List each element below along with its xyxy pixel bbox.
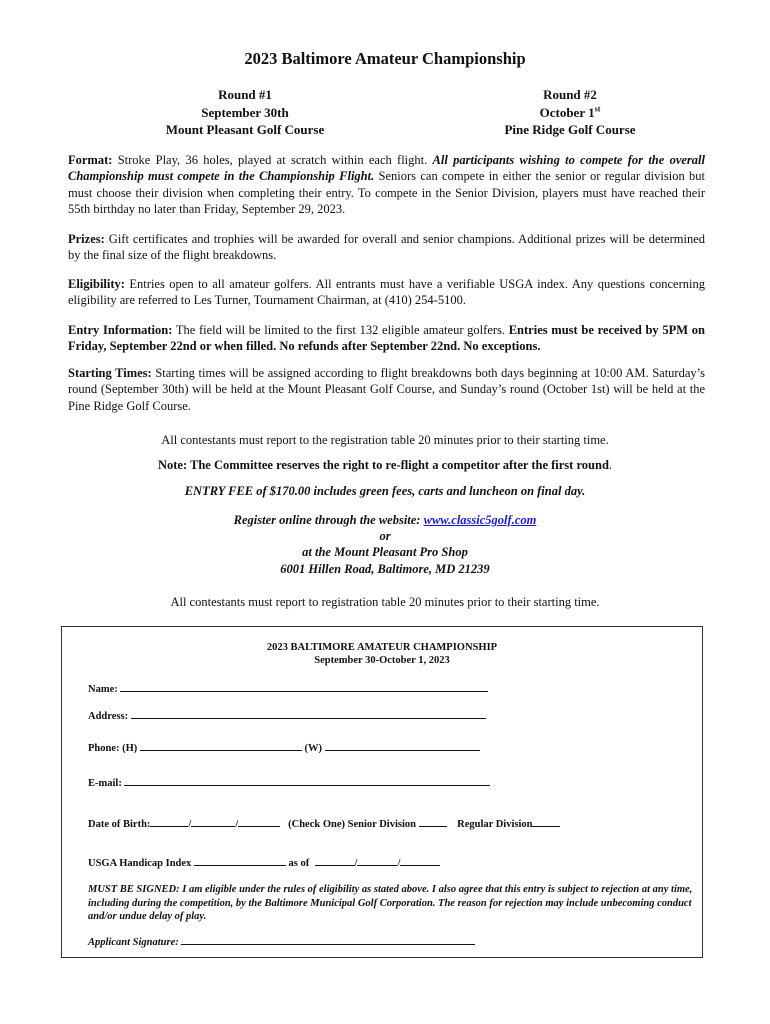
round-1-course: Mount Pleasant Golf Course <box>165 122 325 137</box>
address-label: Address: <box>88 711 129 722</box>
usga-label: USGA Handicap Index <box>88 858 192 869</box>
entry-label: Entry Information: <box>68 323 173 337</box>
document-title: 2023 Baltimore Amateur Championship <box>244 49 526 68</box>
as-of-label: as of <box>288 858 310 869</box>
prizes-text: Gift certificates and trophies will be awarded for overall and senior champions. Additional prizes will be determined by the final size of the flight breakdowns. <box>68 232 705 263</box>
register-online <box>0 512 770 528</box>
usga-index-line[interactable] <box>194 856 286 866</box>
dob-month-line[interactable] <box>150 817 188 827</box>
as-of-year-line[interactable] <box>400 856 440 866</box>
starting-text: Starting times will be assigned according to flight breakdowns both days beginning at 10:00 AM. Saturday’s round (September 30th) will be held at the Mount Pleasant Golf Course, and Sunday’s round (October 1st) will be held at the Pine Ridge Golf Course. <box>68 366 705 413</box>
round-2-date-text: October 1 <box>539 104 595 120</box>
name-field <box>88 682 488 695</box>
committee-note <box>0 457 770 473</box>
phone-home-label: Phone: (H) <box>88 743 138 754</box>
entry-form <box>61 626 703 958</box>
phone-field <box>88 741 480 754</box>
name-input-line[interactable] <box>120 682 488 692</box>
report-notice-1: All contestants must report to the registration table 20 minutes prior to their starting time. <box>161 433 609 447</box>
name-label: Name: <box>88 684 118 695</box>
format-text: Stroke Play, 36 holes, played at scratch within each flight. <box>112 153 433 167</box>
as-of-month-line[interactable] <box>315 856 355 866</box>
email-field <box>88 776 490 789</box>
register-prefix: Register online through the website: <box>233 513 424 527</box>
pro-shop-address: 6001 Hillen Road, Baltimore, MD 21239 <box>280 562 490 576</box>
report-notice-2: All contestants must report to registration table 20 minutes prior to their starting time. <box>170 595 600 609</box>
starting-times-paragraph <box>68 365 705 414</box>
usga-field <box>88 856 440 869</box>
must-sign-statement: MUST BE SIGNED: I am eligible under the rules of eligibility as stated above. I also agree that this entry is subject to rejection at any time, including during the competition, by the Baltimore Municipal Golf Corporation. The reason for rejection may include unbecoming conduct and/or undue delay of play. <box>88 884 693 923</box>
phone-work-input-line[interactable] <box>325 741 480 751</box>
form-title: 2023 BALTIMORE AMATEUR CHAMPIONSHIP <box>266 642 498 653</box>
as-of-slash-1: / <box>354 858 358 869</box>
as-of-slash-2: / <box>397 858 401 869</box>
round-1-info <box>145 86 345 139</box>
prizes-label: Prizes: <box>68 232 105 246</box>
phone-home-input-line[interactable] <box>140 741 302 751</box>
signature-label: Applicant Signature: <box>88 937 179 948</box>
signature-field <box>88 935 475 948</box>
senior-division-label: (Check One) Senior Division <box>288 819 416 830</box>
dob-slash-2: / <box>235 819 239 830</box>
phone-work-label: (W) <box>304 743 323 754</box>
round-2-date <box>470 104 670 122</box>
entry-deadline: Entries must be received by 5PM on Friday, September 22nd or when filled. No refunds after September 22nd. No exceptions. <box>68 323 705 354</box>
format-label: Format: <box>68 153 113 167</box>
address-field <box>88 709 486 722</box>
entry-text: The field will be limited to the first 132 eligible amateur golfers. <box>172 323 509 337</box>
format-paragraph <box>68 152 705 218</box>
dob-day-line[interactable] <box>191 817 235 827</box>
dob-field <box>88 817 560 830</box>
round-1-date: September 30th <box>201 104 289 120</box>
round-1-label: Round #1 <box>218 87 272 102</box>
dob-year-line[interactable] <box>238 817 280 827</box>
form-dates: September 30-October 1, 2023 <box>314 655 450 666</box>
format-division-text: Seniors can compete in either the senior or regular division but must choose their division when completing their entry. To compete in the Senior Division, players must have reached their 55th birthday no later than Friday, September 29, 2023. <box>68 169 705 217</box>
committee-note-text: Note: The Committee reserves the right to re-flight a competitor after the first round <box>157 458 609 472</box>
starting-label: Starting Times: <box>68 366 152 380</box>
regular-division-check-line[interactable] <box>532 817 560 827</box>
eligibility-paragraph <box>68 276 705 309</box>
email-label: E-mail: <box>88 778 122 789</box>
entry-fee: ENTRY FEE of $170.00 includes green fees, carts and luncheon on final day. <box>184 484 586 498</box>
dob-slash-1: / <box>188 819 192 830</box>
committee-note-period: . <box>608 458 613 472</box>
entry-information-paragraph <box>68 322 705 355</box>
prizes-paragraph <box>68 231 705 264</box>
round-2-info <box>470 86 670 139</box>
round-2-date-suffix: st <box>594 104 601 114</box>
address-input-line[interactable] <box>131 709 486 719</box>
eligibility-text: Entries open to all amateur golfers. All entrants must have a verifiable USGA index. Any questions concerning eligibility are referred to Les Turner, Tournament Chairman, at (410) 254-5100. <box>68 277 705 308</box>
website-link[interactable]: www.classic5golf.com <box>423 513 537 527</box>
format-championship-note: All participants wishing to compete for the overall Championship must compete in the Championship Flight. <box>68 153 705 184</box>
round-2-label: Round #2 <box>543 87 597 102</box>
pro-shop: at the Mount Pleasant Pro Shop <box>302 545 468 559</box>
senior-division-check-line[interactable] <box>419 817 447 827</box>
dob-label: Date of Birth: <box>88 819 151 830</box>
email-input-line[interactable] <box>124 776 490 786</box>
eligibility-label: Eligibility: <box>68 277 125 291</box>
signature-line[interactable] <box>181 935 475 945</box>
round-2-course: Pine Ridge Golf Course <box>504 122 636 137</box>
regular-division-label: Regular Division <box>457 819 533 830</box>
as-of-day-line[interactable] <box>357 856 397 866</box>
register-or: or <box>379 529 391 543</box>
